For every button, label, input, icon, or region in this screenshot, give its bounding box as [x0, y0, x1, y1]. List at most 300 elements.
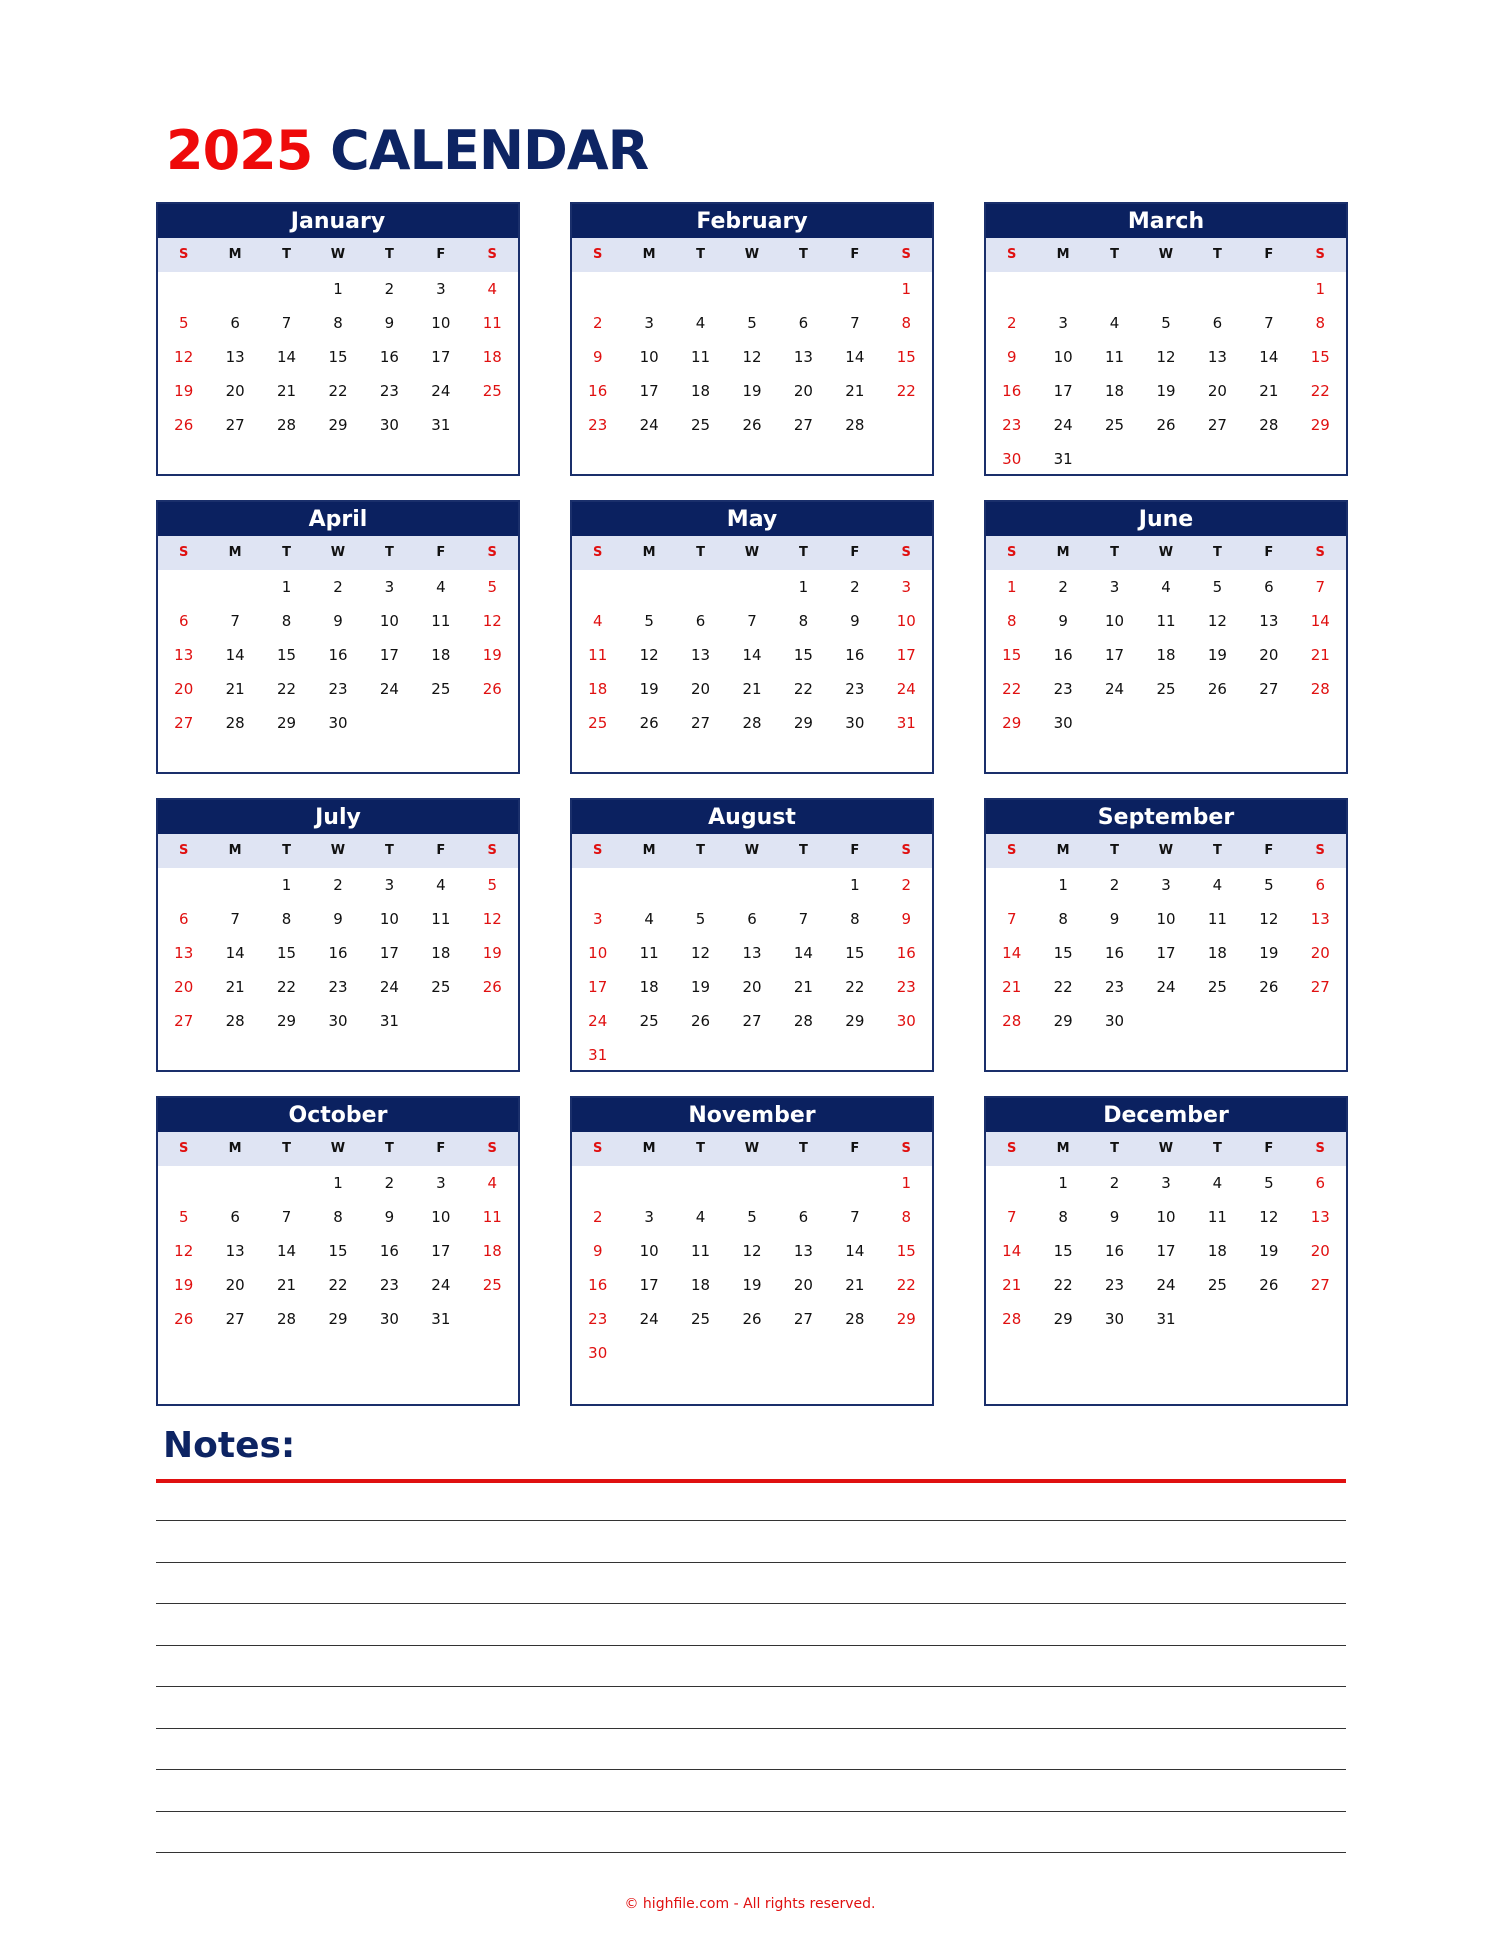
- month-name: February: [572, 204, 932, 238]
- day-empty: [158, 1166, 209, 1200]
- month-december: [984, 1096, 1348, 1406]
- day-cell: 8: [1315, 314, 1326, 332]
- day-cell: 28: [793, 1012, 813, 1030]
- day-cell: 2: [592, 314, 603, 332]
- day-cell: 1: [1006, 578, 1017, 596]
- day-cell: 2: [1109, 1174, 1120, 1192]
- day-cell: 4: [487, 1174, 498, 1192]
- weekday-label: T: [798, 247, 808, 262]
- day-cell: 7: [1315, 578, 1326, 596]
- day-cell: 8: [333, 314, 343, 332]
- day-cell: 2: [1058, 578, 1068, 596]
- day-empty: [726, 1166, 777, 1200]
- day-cell: 16: [588, 382, 608, 400]
- day-cell: 12: [742, 348, 762, 366]
- day-cell: 3: [436, 1174, 446, 1192]
- day-cell: 17: [379, 646, 399, 664]
- day-cell: 23: [588, 416, 608, 434]
- note-line[interactable]: [156, 1728, 1346, 1729]
- day-cell: 4: [695, 1208, 706, 1226]
- day-cell: 9: [592, 348, 603, 366]
- day-cell: 1: [901, 280, 912, 298]
- day-cell: 9: [1058, 612, 1068, 630]
- weekday-header: [986, 536, 1346, 570]
- day-cell: 20: [174, 978, 194, 996]
- day-cell: 8: [850, 910, 860, 928]
- day-cell: 28: [225, 1012, 245, 1030]
- day-cell: 14: [845, 1242, 865, 1260]
- day-cell: 31: [431, 1310, 451, 1328]
- month-june: [984, 500, 1348, 774]
- day-cell: 12: [1207, 612, 1227, 630]
- weekday-label: T: [282, 247, 291, 262]
- weekday-label: S: [487, 1141, 497, 1156]
- month-name: March: [986, 204, 1346, 238]
- day-cell: 13: [793, 1242, 813, 1260]
- day-cell: 16: [1105, 944, 1125, 962]
- day-cell: 25: [1156, 680, 1176, 698]
- day-cell: 11: [588, 646, 608, 664]
- day-cell: 15: [277, 944, 297, 962]
- day-cell: 6: [230, 314, 240, 332]
- day-cell: 23: [328, 978, 348, 996]
- day-cell: 18: [691, 1276, 711, 1294]
- day-cell: 20: [742, 978, 762, 996]
- day-cell: 19: [691, 978, 711, 996]
- footer-copyright: © highfile.com - All rights reserved.: [624, 1896, 876, 1912]
- weekday-label: F: [1264, 545, 1274, 560]
- weekday-label: T: [1212, 545, 1222, 560]
- day-cell: 1: [333, 1174, 343, 1192]
- day-cell: 11: [482, 1208, 502, 1226]
- day-empty: [1037, 272, 1088, 306]
- day-cell: 30: [1105, 1310, 1125, 1328]
- day-cell: 24: [379, 978, 399, 996]
- weekday-label: T: [282, 545, 291, 560]
- day-cell: 18: [431, 646, 451, 664]
- day-cell: 16: [896, 944, 916, 962]
- day-cell: 10: [379, 612, 399, 630]
- day-empty: [209, 868, 260, 902]
- day-cell: 18: [1207, 944, 1227, 962]
- day-cell: 2: [384, 1174, 395, 1192]
- day-cell: 13: [793, 348, 813, 366]
- day-cell: 20: [1207, 382, 1227, 400]
- day-cell: 8: [281, 612, 292, 630]
- day-cell: 3: [1109, 578, 1120, 596]
- month-name: August: [572, 800, 932, 834]
- day-cell: 18: [1207, 1242, 1227, 1260]
- month-august: [570, 798, 934, 1072]
- day-cell: 15: [896, 1242, 916, 1260]
- weekday-label: T: [384, 1141, 394, 1156]
- day-cell: 5: [178, 314, 189, 332]
- day-cell: 24: [431, 382, 451, 400]
- day-cell: 23: [1105, 978, 1125, 996]
- day-cell: 6: [695, 612, 706, 630]
- day-cell: 29: [1053, 1310, 1073, 1328]
- day-cell: 5: [747, 1208, 757, 1226]
- day-cell: 29: [1002, 714, 1022, 732]
- day-cell: 22: [328, 382, 348, 400]
- day-cell: 22: [1002, 680, 1022, 698]
- day-cell: 26: [482, 680, 502, 698]
- day-cell: 29: [1310, 416, 1330, 434]
- day-cell: 14: [225, 646, 245, 664]
- day-cell: 31: [1053, 450, 1073, 468]
- day-cell: 3: [644, 1208, 654, 1226]
- day-cell: 21: [277, 1276, 297, 1294]
- day-empty: [623, 1166, 674, 1200]
- day-cell: 27: [1207, 416, 1227, 434]
- weekday-label: M: [642, 545, 656, 560]
- day-cell: 24: [588, 1012, 608, 1030]
- day-cell: 12: [482, 910, 502, 928]
- day-cell: 29: [896, 1310, 916, 1328]
- day-cell: 28: [1002, 1012, 1022, 1030]
- day-cell: 19: [1156, 382, 1176, 400]
- month-name: April: [158, 502, 518, 536]
- notes-heading: Notes:: [163, 1425, 296, 1466]
- weekday-label: T: [1110, 1141, 1119, 1156]
- day-cell: 23: [1053, 680, 1073, 698]
- day-cell: 6: [1212, 314, 1223, 332]
- day-cell: 30: [1053, 714, 1073, 732]
- day-cell: 9: [1006, 348, 1017, 366]
- day-cell: 5: [1264, 876, 1274, 894]
- weekday-label: S: [901, 247, 911, 262]
- weekday-label: S: [179, 247, 189, 262]
- day-cell: 21: [225, 978, 245, 996]
- day-cell: 16: [379, 1242, 399, 1260]
- day-cell: 23: [1002, 416, 1022, 434]
- weekday-label: S: [487, 843, 497, 858]
- weekday-label: S: [179, 545, 189, 560]
- weekday-label: S: [593, 545, 603, 560]
- day-cell: 27: [793, 416, 813, 434]
- day-cell: 12: [1156, 348, 1176, 366]
- day-cell: 7: [230, 910, 240, 928]
- weekday-label: F: [436, 843, 446, 858]
- day-cell: 12: [482, 612, 502, 630]
- day-cell: 28: [1259, 416, 1279, 434]
- weekday-header: [986, 834, 1346, 868]
- day-empty: [261, 1166, 312, 1200]
- weekday-label: S: [179, 843, 189, 858]
- day-cell: 24: [639, 1310, 659, 1328]
- calendar-title: [166, 118, 648, 184]
- day-cell: 19: [742, 382, 762, 400]
- day-cell: 31: [379, 1012, 399, 1030]
- day-cell: 27: [225, 416, 245, 434]
- day-cell: 1: [281, 578, 292, 596]
- day-cell: 24: [431, 1276, 451, 1294]
- day-cell: 11: [1156, 612, 1176, 630]
- day-cell: 25: [588, 714, 608, 732]
- day-cell: 22: [328, 1276, 348, 1294]
- day-cell: 7: [230, 612, 240, 630]
- weekday-label: T: [696, 843, 705, 858]
- weekday-label: F: [436, 247, 446, 262]
- day-cell: 16: [379, 348, 399, 366]
- day-cell: 8: [901, 1208, 912, 1226]
- weekday-label: F: [1264, 843, 1274, 858]
- month-january: [156, 202, 520, 476]
- month-name: December: [986, 1098, 1346, 1132]
- day-empty: [986, 272, 1037, 306]
- day-cell: 16: [1002, 382, 1022, 400]
- day-cell: 28: [277, 416, 297, 434]
- weekday-label: M: [228, 247, 242, 262]
- weekday-label: W: [744, 1141, 760, 1156]
- day-cell: 17: [1156, 944, 1176, 962]
- weekday-label: M: [228, 843, 242, 858]
- day-cell: 3: [901, 578, 912, 596]
- day-cell: 14: [1002, 1242, 1022, 1260]
- day-grid: [572, 1166, 932, 1370]
- day-cell: 25: [691, 1310, 711, 1328]
- day-cell: 25: [431, 978, 451, 996]
- day-cell: 29: [845, 1012, 865, 1030]
- day-cell: 29: [328, 1310, 348, 1328]
- day-cell: 2: [850, 578, 860, 596]
- day-cell: 26: [1207, 680, 1227, 698]
- title-word: CALENDAR: [330, 119, 649, 182]
- day-cell: 20: [1310, 944, 1330, 962]
- day-cell: 26: [742, 416, 762, 434]
- day-empty: [572, 570, 623, 604]
- day-cell: 16: [588, 1276, 608, 1294]
- day-empty: [986, 1166, 1037, 1200]
- day-cell: 25: [431, 680, 451, 698]
- day-cell: 11: [691, 348, 711, 366]
- day-cell: 21: [277, 382, 297, 400]
- weekday-label: S: [1007, 545, 1017, 560]
- weekday-label: S: [487, 247, 497, 262]
- day-cell: 1: [1058, 1174, 1068, 1192]
- day-cell: 14: [277, 1242, 297, 1260]
- day-grid: [572, 570, 932, 740]
- day-cell: 31: [431, 416, 451, 434]
- day-cell: 14: [845, 348, 865, 366]
- day-cell: 18: [1156, 646, 1176, 664]
- day-cell: 2: [1006, 314, 1017, 332]
- day-cell: 4: [487, 280, 498, 298]
- day-cell: 21: [742, 680, 762, 698]
- day-cell: 18: [482, 348, 502, 366]
- weekday-label: S: [1315, 545, 1325, 560]
- day-cell: 15: [1053, 1242, 1073, 1260]
- weekday-header: [572, 834, 932, 868]
- day-cell: 14: [1259, 348, 1279, 366]
- day-grid: [986, 570, 1346, 740]
- note-line[interactable]: [156, 1603, 1346, 1604]
- month-name: November: [572, 1098, 932, 1132]
- weekday-label: M: [1056, 247, 1070, 262]
- note-line[interactable]: [156, 1769, 1346, 1770]
- day-cell: 26: [174, 416, 194, 434]
- day-cell: 21: [225, 680, 245, 698]
- day-cell: 27: [1310, 978, 1330, 996]
- weekday-header: [158, 1132, 518, 1166]
- day-cell: 10: [379, 910, 399, 928]
- day-cell: 4: [1161, 578, 1171, 596]
- weekday-label: M: [642, 247, 656, 262]
- day-cell: 10: [1053, 348, 1073, 366]
- day-empty: [209, 1166, 260, 1200]
- day-empty: [778, 868, 829, 902]
- day-cell: 27: [1310, 1276, 1330, 1294]
- day-cell: 8: [1006, 612, 1017, 630]
- day-cell: 30: [896, 1012, 916, 1030]
- day-cell: 22: [1053, 978, 1073, 996]
- day-cell: 20: [1310, 1242, 1330, 1260]
- day-cell: 7: [850, 314, 860, 332]
- day-cell: 1: [333, 280, 343, 298]
- day-cell: 3: [1161, 876, 1171, 894]
- day-cell: 25: [639, 1012, 659, 1030]
- day-cell: 20: [225, 1276, 245, 1294]
- note-line[interactable]: [156, 1645, 1346, 1646]
- weekday-label: T: [384, 247, 394, 262]
- day-empty: [829, 272, 880, 306]
- weekday-header: [572, 536, 932, 570]
- day-cell: 19: [482, 944, 502, 962]
- day-empty: [726, 272, 777, 306]
- day-cell: 10: [588, 944, 608, 962]
- day-cell: 21: [845, 382, 865, 400]
- day-cell: 28: [225, 714, 245, 732]
- weekday-label: F: [1264, 1141, 1274, 1156]
- day-cell: 8: [1058, 1208, 1068, 1226]
- day-cell: 12: [742, 1242, 762, 1260]
- weekday-label: F: [850, 545, 860, 560]
- note-line[interactable]: [156, 1686, 1346, 1687]
- day-grid: [986, 868, 1346, 1038]
- day-cell: 28: [1002, 1310, 1022, 1328]
- day-cell: 19: [482, 646, 502, 664]
- weekday-label: S: [487, 545, 497, 560]
- day-cell: 6: [747, 910, 757, 928]
- weekday-label: F: [1264, 247, 1274, 262]
- day-cell: 30: [1105, 1012, 1125, 1030]
- day-cell: 25: [1207, 1276, 1227, 1294]
- weekday-label: S: [901, 545, 911, 560]
- day-cell: 30: [328, 714, 348, 732]
- day-cell: 12: [174, 1242, 194, 1260]
- day-cell: 13: [1207, 348, 1227, 366]
- day-cell: 17: [896, 646, 916, 664]
- day-cell: 17: [1156, 1242, 1176, 1260]
- day-cell: 24: [1105, 680, 1125, 698]
- day-grid: [158, 570, 518, 740]
- day-cell: 19: [1259, 944, 1279, 962]
- day-cell: 21: [1002, 978, 1022, 996]
- day-cell: 9: [384, 314, 395, 332]
- day-cell: 27: [742, 1012, 762, 1030]
- day-cell: 22: [1053, 1276, 1073, 1294]
- weekday-header: [158, 834, 518, 868]
- day-empty: [1243, 272, 1294, 306]
- day-cell: 5: [747, 314, 757, 332]
- day-cell: 1: [850, 876, 860, 894]
- weekday-header: [986, 238, 1346, 272]
- day-cell: 9: [901, 910, 912, 928]
- day-cell: 24: [896, 680, 916, 698]
- day-cell: 2: [901, 876, 912, 894]
- day-cell: 23: [379, 1276, 399, 1294]
- note-line[interactable]: [156, 1562, 1346, 1563]
- day-cell: 20: [225, 382, 245, 400]
- day-cell: 17: [639, 1276, 659, 1294]
- day-cell: 14: [225, 944, 245, 962]
- day-cell: 17: [1105, 646, 1125, 664]
- day-cell: 4: [644, 910, 654, 928]
- weekday-label: M: [1056, 843, 1070, 858]
- day-cell: 13: [1259, 612, 1279, 630]
- day-cell: 14: [793, 944, 813, 962]
- day-cell: 13: [225, 1242, 245, 1260]
- day-cell: 5: [695, 910, 706, 928]
- note-line[interactable]: [156, 1852, 1346, 1853]
- day-empty: [623, 272, 674, 306]
- weekday-label: T: [1110, 247, 1119, 262]
- day-cell: 8: [281, 910, 292, 928]
- weekday-label: T: [1212, 247, 1222, 262]
- day-cell: 11: [691, 1242, 711, 1260]
- day-cell: 9: [1109, 1208, 1120, 1226]
- day-cell: 25: [691, 416, 711, 434]
- day-cell: 14: [1310, 612, 1330, 630]
- weekday-label: T: [696, 1141, 705, 1156]
- title-year: 2025: [166, 119, 313, 182]
- day-cell: 12: [1259, 910, 1279, 928]
- day-cell: 14: [742, 646, 762, 664]
- note-line[interactable]: [156, 1520, 1346, 1521]
- day-cell: 17: [1053, 382, 1073, 400]
- day-cell: 13: [174, 646, 194, 664]
- day-grid: [572, 272, 932, 442]
- day-cell: 6: [178, 612, 189, 630]
- day-cell: 9: [1109, 910, 1120, 928]
- day-cell: 21: [845, 1276, 865, 1294]
- day-cell: 15: [793, 646, 813, 664]
- day-cell: 9: [850, 612, 860, 630]
- day-cell: 13: [1310, 910, 1330, 928]
- day-cell: 26: [482, 978, 502, 996]
- day-cell: 26: [639, 714, 659, 732]
- day-cell: 15: [1053, 944, 1073, 962]
- weekday-label: S: [1315, 247, 1325, 262]
- day-empty: [623, 868, 674, 902]
- day-cell: 6: [1315, 1174, 1326, 1192]
- note-line[interactable]: [156, 1811, 1346, 1812]
- day-cell: 18: [588, 680, 608, 698]
- notes-divider: [156, 1479, 1346, 1483]
- weekday-label: S: [1315, 1141, 1325, 1156]
- day-cell: 25: [482, 1276, 502, 1294]
- weekday-label: F: [850, 1141, 860, 1156]
- day-empty: [726, 570, 777, 604]
- day-cell: 18: [482, 1242, 502, 1260]
- day-cell: 1: [281, 876, 292, 894]
- day-cell: 14: [1002, 944, 1022, 962]
- day-cell: 7: [281, 314, 292, 332]
- day-cell: 7: [747, 612, 757, 630]
- day-cell: 9: [592, 1242, 603, 1260]
- day-cell: 24: [1053, 416, 1073, 434]
- day-cell: 19: [1259, 1242, 1279, 1260]
